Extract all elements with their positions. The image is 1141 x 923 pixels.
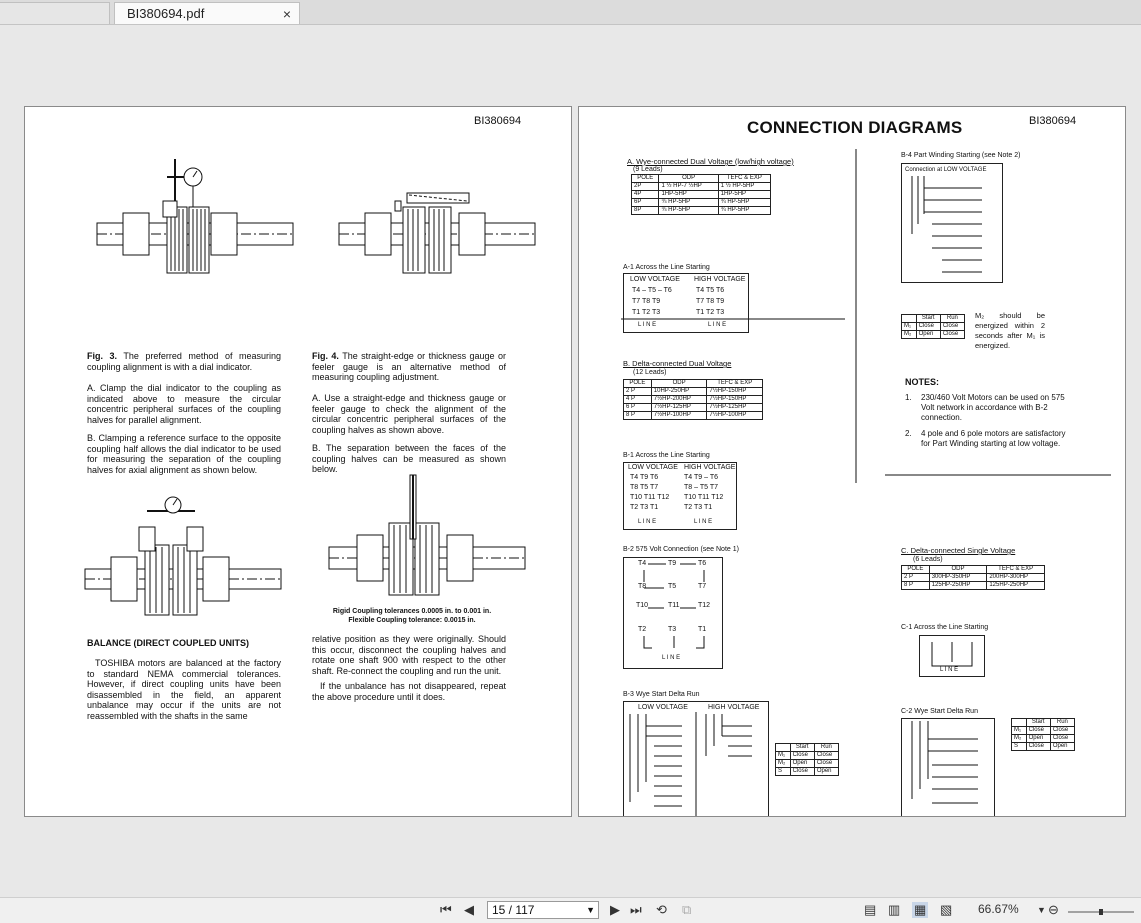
b4-diagram: [901, 163, 1003, 283]
terminal-row: T4 – T5 – T6: [632, 287, 672, 294]
b4-title: B-4 Part Winding Starting (see Note 2): [901, 152, 1021, 159]
fig4-caption: [312, 351, 506, 383]
tab-previous[interactable]: [0, 2, 110, 24]
fig3-title: Fig. 3.: [87, 351, 118, 361]
dial-indicator-figure: [95, 147, 295, 307]
terminal-label: T3: [668, 626, 677, 633]
table-row: 2P 1 ½ HP-7 ½HP 1 ½ HP-5HP: [632, 183, 771, 191]
high-voltage-label: HIGH VOLTAGE: [708, 704, 760, 711]
feeler-gauge-figure: [327, 473, 527, 603]
section-a-table: [631, 174, 771, 215]
column-divider: [855, 149, 857, 483]
b3-contactor-table: Start Run M₁ Close Close M₂ Open Close S Close Open: [775, 743, 839, 776]
extract-page-icon[interactable]: ⧉: [682, 902, 692, 917]
a1-title: A-1 Across the Line Starting: [623, 264, 710, 271]
tab-bi380694-pdf[interactable]: [114, 2, 300, 24]
table-row: 6 P 7½HP-125HP 7½HP-125HP: [624, 404, 763, 412]
section-divider: [885, 474, 1111, 476]
book-view-icon[interactable]: ▧: [940, 902, 953, 917]
table-header: ODP: [659, 175, 718, 183]
section-c-leads: (6 Leads): [913, 556, 943, 563]
terminal-label: T1: [698, 626, 707, 633]
fig3-item-b: B. Clamping a reference surface to the opposite coupling half allows the dial indicator to be used for measuring the separation of the coupling halves for axial alignment as shown below.: [87, 433, 281, 475]
bottom-toolbar: [0, 897, 1141, 923]
terminal-row: T8 – T5 T7: [684, 484, 718, 491]
chevron-down-icon[interactable]: ▼: [586, 905, 595, 915]
terminal-row: T10 T11 T12: [684, 494, 724, 501]
page-number-value: 15 / 117: [492, 903, 535, 917]
single-page-view-icon[interactable]: ▤: [864, 902, 877, 917]
notes-heading: NOTES:: [905, 377, 940, 387]
terminal-label: T2: [638, 626, 647, 633]
b2-wiring: [624, 558, 722, 668]
c2-wiring: [902, 719, 994, 817]
fig4-text: The straight-edge or thickness gauge or feeler gauge is an alternative method of measuring coupling adjustment.: [312, 351, 507, 382]
terminal-row: T4 T9 – T6: [684, 474, 718, 481]
line-label: L I N E: [638, 322, 657, 328]
page-number-input[interactable]: [487, 901, 599, 919]
line-label: L I N E: [708, 322, 727, 328]
section-b-leads: (12 Leads): [633, 369, 667, 376]
table-header: TEFC & EXP: [707, 380, 763, 388]
zoom-out-icon[interactable]: ⊖: [1048, 902, 1059, 917]
pdf-page-right: [578, 106, 1126, 817]
table-row: S Close Open: [776, 768, 839, 776]
first-page-icon[interactable]: ⏮: [440, 902, 452, 917]
terminal-row: T1 T2 T3: [696, 309, 725, 316]
b2-title: B-2 575 Volt Connection (see Note 1): [623, 546, 739, 553]
terminal-label: T8: [638, 583, 647, 590]
table-header: POLE: [632, 175, 659, 183]
terminal-row: T2 T3 T1: [684, 504, 713, 511]
b1-diagram: [623, 462, 737, 530]
low-voltage-label: LOW VOLTAGE: [630, 276, 680, 283]
previous-page-icon[interactable]: ◀: [464, 902, 474, 917]
balance-text: TOSHIBA motors are balanced at the factory to standard NEMA commercial tolerances. However, if direct coupling units have been disassembled in the field, an apparent unbalance may occur if the units are not reassembled with the shafts in the same: [87, 658, 281, 721]
table-header: TEFC & EXP: [718, 175, 770, 183]
facing-pages-view-icon[interactable]: ▦: [914, 902, 927, 917]
tab-bar: [0, 0, 1141, 25]
table-row: M₁ Close Close: [776, 752, 839, 760]
section-b-table: [623, 379, 763, 420]
tolerance-rigid: Rigid Coupling tolerances 0.0005 in. to 0.001 in.: [332, 608, 492, 615]
b3-title: B-3 Wye Start Delta Run: [623, 691, 700, 698]
terminal-label: T5: [668, 583, 677, 590]
section-c-title: C. Delta-connected Single Voltage: [901, 546, 1016, 555]
c2-title: C-2 Wye Start Delta Run: [901, 708, 978, 715]
low-voltage-label: LOW VOLTAGE: [628, 464, 678, 471]
doc-id: BI380694: [474, 115, 522, 127]
terminal-label: T10: [636, 602, 649, 609]
tab-label: BI380694.pdf: [127, 6, 205, 21]
terminal-label: T9: [668, 560, 677, 567]
terminal-row: T7 T8 T9: [632, 298, 661, 305]
table-row: M₁ Close Close: [1012, 727, 1075, 735]
table-header: ODP: [651, 380, 707, 388]
terminal-label: T7: [698, 583, 707, 590]
section-b-title: B. Delta-connected Dual Voltage: [623, 359, 732, 368]
terminal-row: T4 T5 T6: [696, 287, 725, 294]
balance-heading: BALANCE (DIRECT COUPLED UNITS): [87, 638, 249, 648]
c2-contactor-table: Start Run M₁ Close Close M₂ Open Close S Close Open: [1011, 718, 1075, 751]
b4-note: M₂ should be energized within 2 seconds after M₁ is energized.: [975, 311, 1045, 350]
note-1: 1. 230/460 Volt Motors can be used on 575 Volt network in accordance with B-2 connection.: [905, 393, 1065, 422]
b1-title: B-1 Across the Line Starting: [623, 452, 710, 459]
terminal-label: T6: [698, 560, 707, 567]
terminal-label: T4: [638, 560, 647, 567]
section-a-leads: (9 Leads): [633, 166, 663, 173]
low-voltage-label: LOW VOLTAGE: [638, 704, 688, 711]
table-row: M₂ Open Close: [776, 760, 839, 768]
table-row: 8 P 125HP-250HP 125HP-250HP: [902, 582, 1045, 590]
table-row: M₂ Open Close: [1012, 735, 1075, 743]
terminal-row: T7 T8 T9: [696, 298, 725, 305]
table-row: S Close Open: [1012, 743, 1075, 751]
terminal-row: T10 T11 T12: [630, 494, 670, 501]
fig4-item-a: A. Use a straight-edge and thickness gauge or feeler gauge to check the alignment of the circular concentric peripheral surfaces of the coupling halves as shown above.: [312, 393, 506, 435]
c1-title: C-1 Across the Line Starting: [901, 624, 989, 631]
section-c-table: POLE ODP TEFC & EXP 2 P 300HP-350HP 200HP-300HP 8 P 125HP-250HP 125HP-250HP: [901, 565, 1045, 590]
b2-diagram: [623, 557, 723, 669]
tolerance-flexible: Flexible Coupling tolerance: 0.0015 in.: [348, 617, 476, 624]
high-voltage-label: HIGH VOLTAGE: [684, 464, 736, 471]
table-header: POLE: [624, 380, 652, 388]
a1-diagram: [623, 273, 749, 333]
fig4-item-b: B. The separation between the faces of the coupling halves can be measured as shown below.: [312, 443, 506, 474]
straight-edge-figure: [337, 177, 537, 297]
terminal-row: T1 T2 T3: [632, 309, 661, 316]
next-page-icon[interactable]: ▶: [610, 902, 620, 917]
balance-continued-2: If the unbalance has not disappeared, repeat the above procedure until it does.: [312, 681, 506, 702]
line-label: L I N E: [662, 655, 681, 661]
rotate-view-icon[interactable]: ⟲: [656, 902, 667, 917]
b4-contactor-table: Start Run M₁ Close Close M₂ Open Close: [901, 314, 965, 339]
axial-alignment-figure: [83, 487, 283, 617]
zoom-slider-handle: [1099, 909, 1103, 915]
table-row: 8 P 7½HP-100HP 7½HP-100HP: [624, 412, 763, 420]
fig3-caption: [87, 351, 281, 372]
terminal-label: T11: [668, 602, 680, 609]
pdf-page-left: [24, 106, 572, 817]
table-row: M₁ Close Close: [902, 323, 965, 331]
zoom-dropdown-icon[interactable]: ▼: [1037, 905, 1046, 915]
doc-id: BI380694: [1029, 115, 1077, 127]
b3-diagram: [623, 701, 769, 817]
last-page-icon[interactable]: ⏭: [630, 902, 642, 917]
table-row: 8P ¾ HP-5HP ¾ HP-5HP: [632, 207, 771, 215]
fig3-text: The preferred method of measuring coupling alignment is with a dial indicator.: [87, 351, 281, 372]
continuous-view-icon[interactable]: ▥: [888, 902, 901, 917]
fig4-title: Fig. 4.: [312, 351, 339, 361]
line-label: L I N E: [638, 519, 657, 525]
terminal-row: T2 T3 T1: [630, 504, 659, 511]
line-label: L I N E: [940, 667, 959, 673]
balance-continued: relative position as they were originally. Should this occur, disconnect the coupling halves and rotate one shaft 900 with respect to the other shaft. Re-connect the coupling and run the unit.: [312, 634, 506, 676]
table-row: 4P 1HP-5HP 1HP-5HP: [632, 191, 771, 199]
table-row: 4 P 7½HP-200HP 7½HP-150HP: [624, 396, 763, 404]
terminal-row: T8 T5 T7: [630, 484, 659, 491]
page-title: CONNECTION DIAGRAMS: [747, 118, 963, 137]
zoom-slider[interactable]: [1068, 909, 1134, 915]
table-row: M₂ Open Close: [902, 331, 965, 339]
table-row: 2 P 10HP-250HP 7½HP-150HP: [624, 388, 763, 396]
close-icon[interactable]: ×: [282, 6, 291, 22]
b4-wiring: [902, 174, 1002, 280]
table-row: 2 P 300HP-350HP 200HP-300HP: [902, 574, 1045, 582]
b3-wiring: [624, 712, 768, 816]
c2-diagram: [901, 718, 995, 817]
terminal-row: T4 T9 T6: [630, 474, 659, 481]
section-a-title: A. Wye-connected Dual Voltage (low/high voltage): [627, 157, 794, 166]
document-viewer[interactable]: [0, 25, 1141, 897]
b4-subtitle: Connection at LOW VOLTAGE: [905, 167, 987, 173]
high-voltage-label: HIGH VOLTAGE: [694, 276, 746, 283]
table-row: 6P ¾ HP-5HP ¾ HP-5HP: [632, 199, 771, 207]
fig3-item-a: A. Clamp the dial indicator to the coupling as indicated above to measure the circular concentric peripheral surfaces of the coupling halves for parallel alignment.: [87, 383, 281, 425]
zoom-level[interactable]: 66.67%: [978, 902, 1019, 916]
c1-diagram: [919, 635, 985, 677]
note-2: 2. 4 pole and 6 pole motors are satisfactory for Part Winding starting at low voltage.: [905, 429, 1066, 448]
terminal-label: T12: [698, 602, 711, 609]
line-label: L I N E: [694, 519, 713, 525]
